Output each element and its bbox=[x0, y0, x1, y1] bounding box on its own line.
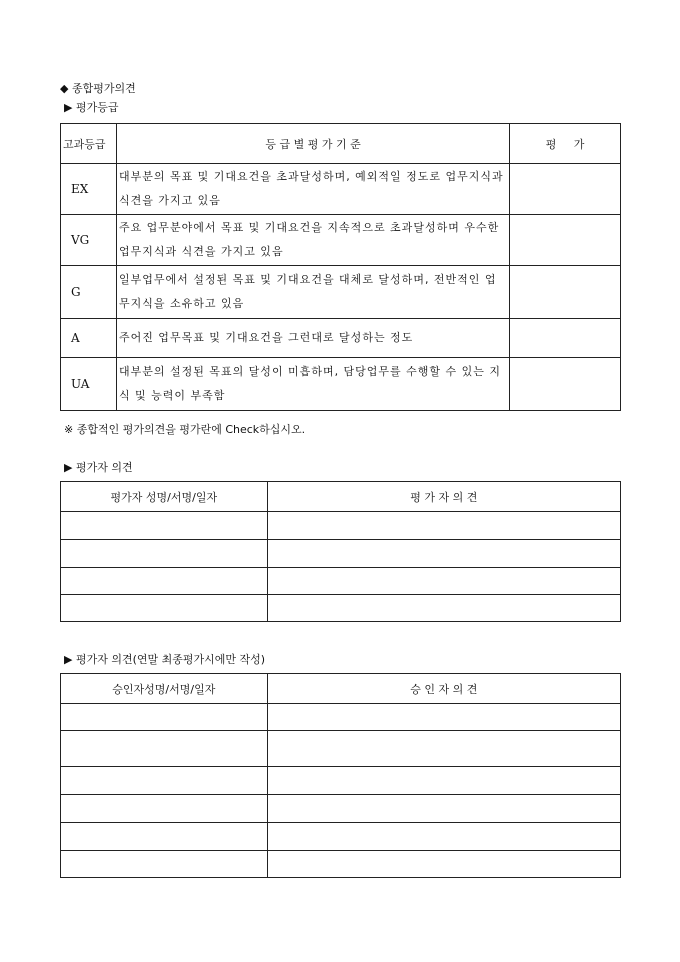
evaluator-section-title: ▶ 평가자 의견 bbox=[64, 461, 133, 474]
grade-code: A bbox=[61, 319, 117, 358]
grade-code: VG bbox=[61, 215, 117, 266]
grade-table-header bbox=[61, 124, 621, 164]
evaluator-opinion-cell[interactable] bbox=[267, 595, 620, 622]
header-evaluation: 평 가 bbox=[510, 124, 621, 164]
approver-opinion-cell[interactable] bbox=[267, 795, 620, 823]
table-row bbox=[61, 851, 621, 878]
table-row bbox=[61, 731, 621, 767]
evaluator-opinion-cell[interactable] bbox=[267, 568, 620, 595]
section-title: ◆ 종합평가의견 bbox=[60, 82, 136, 95]
evaluator-name-cell[interactable] bbox=[61, 512, 268, 540]
table-row bbox=[61, 595, 621, 622]
table-row bbox=[61, 319, 621, 358]
table-row bbox=[61, 358, 621, 411]
grade-criteria: 주어진 업무목표 및 기대요건을 그런대로 달성하는 정도 bbox=[116, 319, 509, 358]
evaluator-table-header bbox=[61, 482, 621, 512]
evaluator-opinion-cell[interactable] bbox=[267, 540, 620, 568]
table-row bbox=[61, 215, 621, 266]
grade-criteria: 대부분의 설정된 목표의 달성이 미흡하며, 담당업무를 수행할 수 있는 지식 및 능력이 부족함 bbox=[116, 358, 509, 411]
evaluator-name-cell[interactable] bbox=[61, 540, 268, 568]
header-criteria: 등 급 별 평 가 기 준 bbox=[116, 124, 509, 164]
approver-name-cell[interactable] bbox=[61, 704, 268, 731]
evaluator-name-cell[interactable] bbox=[61, 595, 268, 622]
header-approver-name: 승인자성명/서명/일자 bbox=[61, 674, 268, 704]
approver-name-cell[interactable] bbox=[61, 767, 268, 795]
evaluator-table bbox=[60, 481, 621, 622]
evaluation-cell[interactable] bbox=[510, 266, 621, 319]
evaluator-opinion-cell[interactable] bbox=[267, 512, 620, 540]
approver-name-cell[interactable] bbox=[61, 851, 268, 878]
approver-opinion-cell[interactable] bbox=[267, 767, 620, 795]
header-approver-opinion: 승 인 자 의 견 bbox=[267, 674, 620, 704]
table-row bbox=[61, 164, 621, 215]
approver-opinion-cell[interactable] bbox=[267, 704, 620, 731]
table-row bbox=[61, 795, 621, 823]
evaluation-cell[interactable] bbox=[510, 215, 621, 266]
header-evaluator-opinion: 평 가 자 의 견 bbox=[267, 482, 620, 512]
grade-table bbox=[60, 123, 621, 411]
evaluation-cell[interactable] bbox=[510, 358, 621, 411]
grade-note: ※ 종합적인 평가의견을 평가란에 Check하십시오. bbox=[64, 423, 306, 436]
evaluation-cell[interactable] bbox=[510, 164, 621, 215]
grade-criteria: 대부분의 목표 및 기대요건을 초과달성하며, 예외적일 정도로 업무지식과 식견을 가지고 있음 bbox=[116, 164, 509, 215]
approver-opinion-cell[interactable] bbox=[267, 851, 620, 878]
approver-name-cell[interactable] bbox=[61, 731, 268, 767]
grade-code: UA bbox=[61, 358, 117, 411]
approver-name-cell[interactable] bbox=[61, 795, 268, 823]
approver-name-cell[interactable] bbox=[61, 823, 268, 851]
header-evaluator-name: 평가자 성명/서명/일자 bbox=[61, 482, 268, 512]
grade-section-title: ▶ 평가등급 bbox=[64, 101, 119, 114]
table-row bbox=[61, 512, 621, 540]
approver-table-header bbox=[61, 674, 621, 704]
approver-table bbox=[60, 673, 621, 878]
grade-code: EX bbox=[61, 164, 117, 215]
table-row bbox=[61, 568, 621, 595]
approver-section-title: ▶ 평가자 의견(연말 최종평가시에만 작성) bbox=[64, 653, 266, 666]
evaluation-cell[interactable] bbox=[510, 319, 621, 358]
approver-opinion-cell[interactable] bbox=[267, 731, 620, 767]
table-row bbox=[61, 823, 621, 851]
table-row bbox=[61, 704, 621, 731]
table-row bbox=[61, 540, 621, 568]
header-grade: 고과등급 bbox=[61, 124, 117, 164]
grade-criteria: 일부업무에서 설정된 목표 및 기대요건을 대체로 달성하며, 전반적인 업무지식을 소유하고 있음 bbox=[116, 266, 509, 319]
table-row bbox=[61, 767, 621, 795]
evaluator-name-cell[interactable] bbox=[61, 568, 268, 595]
grade-code: G bbox=[61, 266, 117, 319]
grade-criteria: 주요 업무분야에서 목표 및 기대요건을 지속적으로 초과달성하며 우수한 업무지식과 식견을 가지고 있음 bbox=[116, 215, 509, 266]
approver-opinion-cell[interactable] bbox=[267, 823, 620, 851]
table-row bbox=[61, 266, 621, 319]
